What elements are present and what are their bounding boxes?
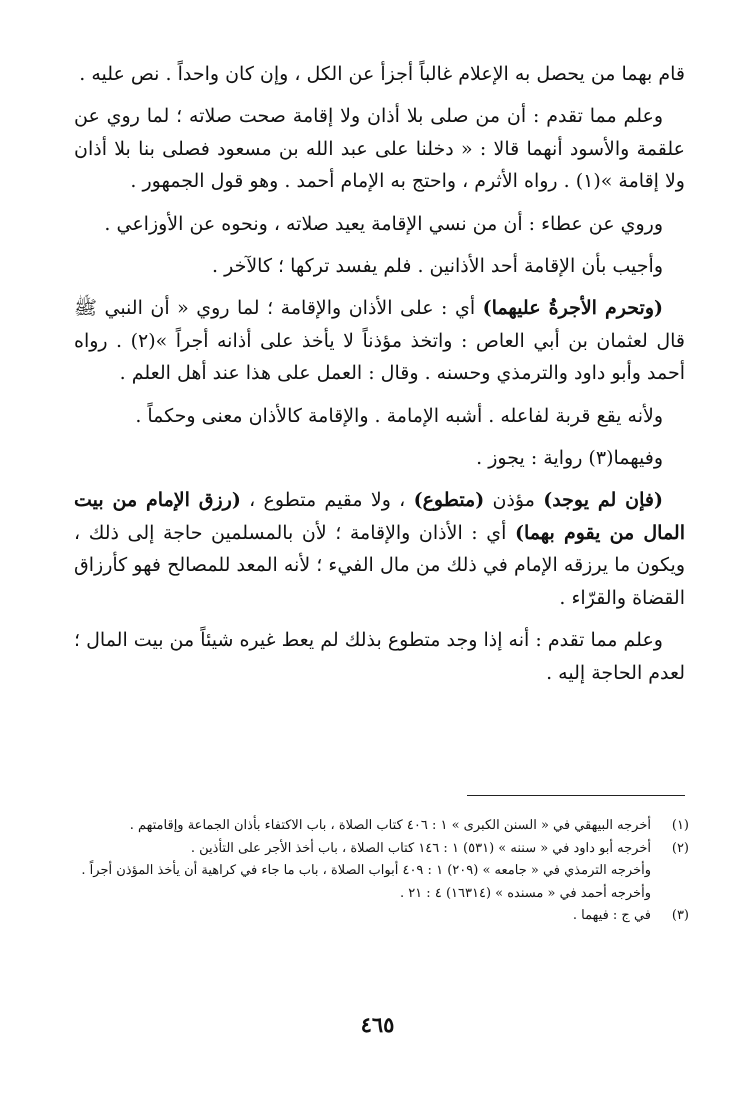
paragraph-2: وعلم مما تقدم : أن من صلى بلا أذان ولا إقامة صحت صلاته ؛ لما روي عن علقمة والأسود أنهما قالا : « دخلنا على عبد الله بن مسعود فصلى بنا بلا أذان ولا إقامة »(١) . رواه الأثرم ، واحتج به الإمام أحمد . وهو قول الجمهور .: [74, 105, 685, 193]
footnotes: [74, 815, 689, 928]
footnote-line: في ج : فيهما .: [572, 908, 651, 923]
footnote-line: أخرجه أبو داود في « سننه » (٥٣١) ١ : ١٤٦ كتاب الصلاة ، باب أخذ الأجر على التأذين .: [190, 840, 651, 856]
main-text: [74, 58, 685, 699]
paragraph-1: قام بهما من يحصل به الإعلام غالباً أجزأ عن الكل ، وإن كان واحداً . نص عليه .: [79, 63, 685, 85]
footnote-divider: [467, 795, 685, 796]
footnote-line: أخرجه البيهقي في « السنن الكبرى » ١ : ٤٠٦ كتاب الصلاة ، باب الاكتفاء بأذان الجماعة وإقامتهم .: [129, 818, 651, 833]
footnote-3: [74, 905, 689, 928]
paragraph-6: ولأنه يقع قربة لفاعله . أشبه الإمامة . والإقامة كالأذان معنى وحكماً .: [135, 404, 663, 427]
matn-text: (وتحرم الأجرةُ عليهما): [482, 297, 664, 320]
footnote-line: وأخرجه الترمذي في « جامعه » (٢٠٩) ١ : ٤٠٩ أبواب الصلاة ، باب ما جاء في كراهية أن يأخذ المؤذن أجراً .: [81, 863, 651, 878]
commentary-text: مؤذن: [484, 489, 544, 512]
paragraph-8: [74, 484, 685, 614]
commentary-text: ، ولا مقيم متطوع ،: [240, 489, 414, 512]
footnote-text: [74, 905, 651, 928]
footnote-line: وأخرجه أحمد في « مسنده » (١٦٣١٤) ٤ : ٢١ .: [399, 885, 651, 901]
commentary-text: أي : على الأذان والإقامة ؛ لما روي « أن النبي ﷺ قال لعثمان بن أبي العاص : واتخذ مؤذناً لا يأخذ على أذانه أجراً »(٢) . رواه أحمد وأبو داود والترمذي وحسنه . وقال : العمل على هذا عند أهل العلم .: [74, 297, 685, 385]
page-number: ٤٦٥: [360, 1012, 395, 1037]
paragraph-3: وروي عن عطاء : أن من نسي الإقامة يعيد صلاته ، ونحوه عن الأوزاعي .: [104, 212, 663, 235]
matn-text: (متطوع): [413, 489, 485, 512]
paragraph-4: وأجيب بأن الإقامة أحد الأذانين . فلم يفسد تركها ؛ كالآخر .: [212, 255, 663, 278]
commentary-text: أي : الأذان والإقامة ؛ لأن بالمسلمين حاجة إلى ذلك ، ويكون ما يرزقه الإمام في ذلك من مال الفيء ؛ لأنه المعد للمصالح فهو كأرزاق القضاة والقرّاء .: [74, 521, 685, 609]
footnote-1: [74, 815, 689, 838]
paragraph-9: وعلم مما تقدم : أنه إذا وجد متطوع بذلك لم يعط غيره شيئاً من بيت المال ؛ لعدم الحاجة إليه .: [74, 629, 685, 684]
paragraph-7: وفيهما(٣) رواية : يجوز .: [476, 447, 663, 470]
footnote-text: [74, 815, 651, 838]
matn-text: (فإن لم يوجد): [543, 489, 663, 512]
footnote-number: (١): [671, 818, 689, 833]
matn-text: (رزق الإمام من بيت المال من يقوم بهما): [74, 489, 686, 544]
footnote-number: (٣): [671, 908, 689, 923]
footnote-text: [74, 838, 651, 906]
footnote-2: [74, 838, 689, 906]
paragraph-5: [74, 292, 685, 389]
footnote-number: (٢): [671, 840, 689, 856]
